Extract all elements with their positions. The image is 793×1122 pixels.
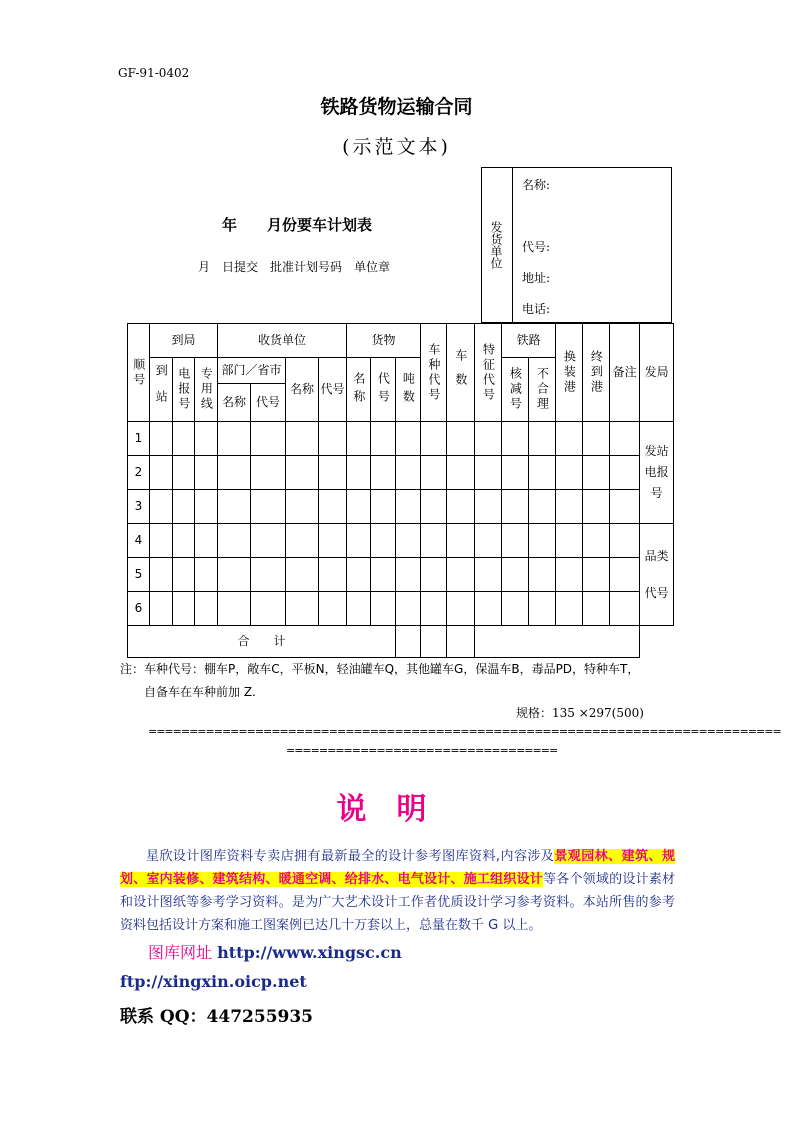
col-dept-province: 部门／省市 <box>218 358 286 384</box>
side-category-line1: 品类 <box>644 548 669 563</box>
table-cell[interactable] <box>251 422 286 456</box>
table-cell[interactable] <box>610 422 640 456</box>
total-rest-cell[interactable] <box>475 626 640 658</box>
table-cell[interactable] <box>218 490 251 524</box>
plan-month-title: 月份要车计划表 <box>267 216 373 234</box>
table-cell[interactable] <box>195 490 218 524</box>
table-cell[interactable] <box>529 524 556 558</box>
table-cell[interactable] <box>371 524 396 558</box>
table-cell[interactable] <box>150 490 173 524</box>
table-cell[interactable] <box>396 490 421 524</box>
row-seq-4: 4 <box>128 524 150 558</box>
table-cell[interactable] <box>529 592 556 626</box>
col-special-code: 特征代号 <box>475 324 502 422</box>
plan-submit-line: 月 日提交 批准计划号码 单位章 <box>198 260 391 274</box>
table-cell[interactable] <box>173 456 195 490</box>
car-plan-table <box>127 323 674 658</box>
document-subtitle: (示范文本) <box>342 136 451 158</box>
plan-year: 年 <box>222 216 238 234</box>
col-remark: 备注 <box>610 324 640 422</box>
col-dept-code: 代号 <box>251 384 286 422</box>
col-telegram-no: 电报号 <box>173 358 195 422</box>
sender-phone-field: 电话: <box>522 302 551 316</box>
side-category-label <box>640 524 674 626</box>
row-seq-3: 3 <box>128 490 150 524</box>
explain-paragraph <box>120 845 675 937</box>
col-dept-name: 名称 <box>218 384 251 422</box>
table-cell[interactable] <box>583 490 610 524</box>
row-seq-6: 6 <box>128 592 150 626</box>
table-cell[interactable] <box>150 592 173 626</box>
col-recv-name: 名称 <box>286 358 319 422</box>
qq-number: 447255935 <box>206 1007 314 1027</box>
table-cell[interactable] <box>583 558 610 592</box>
table-cell[interactable] <box>173 490 195 524</box>
total-car-type-cell[interactable] <box>421 626 447 658</box>
table-cell[interactable] <box>251 558 286 592</box>
table-cell[interactable] <box>610 524 640 558</box>
table-cell[interactable] <box>347 524 371 558</box>
table-cell[interactable] <box>556 490 583 524</box>
table-cell[interactable] <box>251 456 286 490</box>
col-seq: 顺号 <box>128 324 150 422</box>
table-cell[interactable] <box>347 592 371 626</box>
row-seq-1: 1 <box>128 422 150 456</box>
col-arrival-station: 到站 <box>150 358 173 422</box>
table-cell[interactable] <box>502 524 529 558</box>
qq-line <box>120 1002 313 1027</box>
table-cell[interactable] <box>556 524 583 558</box>
table-cell[interactable] <box>396 558 421 592</box>
website-link[interactable]: http://www.xingsc.cn <box>217 943 402 962</box>
table-cell[interactable] <box>529 456 556 490</box>
table-cell[interactable] <box>150 422 173 456</box>
table-cell[interactable] <box>173 524 195 558</box>
website-label: 图库网址 <box>148 943 213 962</box>
spec-label: 规格：135 ×297(500) <box>516 706 644 720</box>
table-cell[interactable] <box>529 558 556 592</box>
table-cell[interactable] <box>173 592 195 626</box>
table-cell[interactable] <box>556 592 583 626</box>
document-code: GF-91-0402 <box>118 66 190 80</box>
table-cell[interactable] <box>150 456 173 490</box>
table-cell[interactable] <box>475 456 502 490</box>
table-cell[interactable] <box>502 592 529 626</box>
table-cell[interactable] <box>502 456 529 490</box>
sender-label: 发货单位 <box>481 167 513 323</box>
separator-line-1: ============================================================================= <box>148 725 781 738</box>
col-receiver: 收货单位 <box>218 324 347 358</box>
table-cell[interactable] <box>556 558 583 592</box>
explain-heading: 说明 <box>336 792 457 827</box>
col-private-line: 专用线 <box>195 358 218 422</box>
side-category-line2: 代号 <box>644 585 669 600</box>
table-cell[interactable] <box>421 456 447 490</box>
table-cell[interactable] <box>475 422 502 456</box>
table-cell[interactable] <box>475 524 502 558</box>
sender-address-field: 地址: <box>522 271 551 285</box>
table-cell[interactable] <box>319 456 347 490</box>
plan-title <box>222 214 372 235</box>
table-cell[interactable] <box>150 524 173 558</box>
table-cell[interactable] <box>286 558 319 592</box>
explain-rest: 等各个领域的设计素材和设计图纸等参考学习资料。是为广大艺术设计工作者优质设计学习参考资料。本站所售的参考资料包括设计方案和施工图案例已达几十万套以上，总量在数千 G 以上。 <box>120 872 675 933</box>
col-railway: 铁路 <box>502 324 556 358</box>
table-cell[interactable] <box>396 592 421 626</box>
table-cell[interactable] <box>251 490 286 524</box>
table-cell[interactable] <box>150 558 173 592</box>
table-cell[interactable] <box>421 592 447 626</box>
side-telegram-label: 发站电报号 <box>640 422 674 524</box>
table-cell[interactable] <box>610 456 640 490</box>
ftp-link[interactable]: ftp://xingxin.oicp.net <box>120 972 307 991</box>
table-cell[interactable] <box>447 592 475 626</box>
table-cell[interactable] <box>371 558 396 592</box>
table-cell[interactable] <box>218 592 251 626</box>
sender-code-field: 代号: <box>522 240 551 254</box>
table-cell[interactable] <box>218 558 251 592</box>
total-tons-cell[interactable] <box>396 626 421 658</box>
table-cell[interactable] <box>447 524 475 558</box>
table-cell[interactable] <box>195 524 218 558</box>
table-cell[interactable] <box>347 456 371 490</box>
table-cell[interactable] <box>447 558 475 592</box>
table-cell[interactable] <box>286 456 319 490</box>
table-cell[interactable] <box>286 524 319 558</box>
total-empty-cell <box>640 626 674 658</box>
explain-highlight: 景观园林、建筑、规划、室内装修、建筑结构、暖通空调、给排水、电气设计、施工组织设计 <box>120 849 675 887</box>
table-cell[interactable] <box>218 524 251 558</box>
table-cell[interactable] <box>319 592 347 626</box>
table-cell[interactable] <box>447 456 475 490</box>
table-cell[interactable] <box>371 592 396 626</box>
col-recv-code: 代号 <box>319 358 347 422</box>
table-cell[interactable] <box>319 490 347 524</box>
total-car-count-cell[interactable] <box>447 626 475 658</box>
table-cell[interactable] <box>396 456 421 490</box>
table-cell[interactable] <box>421 524 447 558</box>
table-cell[interactable] <box>502 490 529 524</box>
explain-intro: 星欣设计图库资料专卖店拥有最新最全的设计参考图库资料,内容涉及 <box>146 849 555 864</box>
table-cell[interactable] <box>173 422 195 456</box>
table-cell[interactable] <box>421 490 447 524</box>
table-cell[interactable] <box>371 456 396 490</box>
table-cell[interactable] <box>218 456 251 490</box>
table-cell[interactable] <box>286 422 319 456</box>
table-cell[interactable] <box>610 592 640 626</box>
col-goods: 货物 <box>347 324 421 358</box>
table-cell[interactable] <box>371 422 396 456</box>
note-line-1: 注：车种代号：棚车P，敞车C，平板N，轻油罐车Q，其他罐车G，保温车B，毒品PD，特种车T， <box>120 662 640 676</box>
note-line-2: 自备车在车种前加 Z. <box>144 685 256 699</box>
table-cell[interactable] <box>447 422 475 456</box>
table-cell[interactable] <box>475 592 502 626</box>
table-cell[interactable] <box>447 490 475 524</box>
table-cell[interactable] <box>251 592 286 626</box>
table-cell[interactable] <box>347 558 371 592</box>
table-cell[interactable] <box>195 592 218 626</box>
table-cell[interactable] <box>286 592 319 626</box>
document-title: 铁路货物运输合同 <box>320 96 473 118</box>
table-cell[interactable] <box>421 422 447 456</box>
separator-line-2: ================================= <box>286 744 558 757</box>
table-cell[interactable] <box>583 422 610 456</box>
col-dispatch-bureau: 发局 <box>640 324 674 422</box>
table-cell[interactable] <box>371 490 396 524</box>
col-tons: 吨数 <box>396 358 421 422</box>
table-cell[interactable] <box>475 558 502 592</box>
col-transfer-port: 换装港 <box>556 324 583 422</box>
table-cell[interactable] <box>347 422 371 456</box>
row-seq-5: 5 <box>128 558 150 592</box>
col-car-count: 车数 <box>447 324 475 422</box>
table-cell[interactable] <box>319 558 347 592</box>
qq-label: 联系 QQ： <box>120 1007 207 1027</box>
table-cell[interactable] <box>610 558 640 592</box>
col-approved-cut: 核减号 <box>502 358 529 422</box>
table-cell[interactable] <box>347 490 371 524</box>
table-cell[interactable] <box>319 422 347 456</box>
table-cell[interactable] <box>583 524 610 558</box>
table-cell[interactable] <box>396 524 421 558</box>
col-goods-code: 代号 <box>371 358 396 422</box>
table-cell[interactable] <box>173 558 195 592</box>
table-cell[interactable] <box>286 490 319 524</box>
table-cell[interactable] <box>583 456 610 490</box>
table-cell[interactable] <box>529 422 556 456</box>
sender-name-field: 名称: <box>522 178 551 192</box>
table-cell[interactable] <box>583 592 610 626</box>
table-cell[interactable] <box>195 456 218 490</box>
col-unreasonable: 不合理 <box>529 358 556 422</box>
table-cell[interactable] <box>195 422 218 456</box>
col-final-port: 终到港 <box>583 324 610 422</box>
table-cell[interactable] <box>421 558 447 592</box>
table-cell[interactable] <box>502 558 529 592</box>
table-cell[interactable] <box>556 456 583 490</box>
table-cell[interactable] <box>529 490 556 524</box>
table-cell[interactable] <box>396 422 421 456</box>
table-cell[interactable] <box>475 490 502 524</box>
website-line <box>148 940 402 963</box>
total-label: 合 计 <box>128 626 396 658</box>
table-cell[interactable] <box>502 422 529 456</box>
row-seq-2: 2 <box>128 456 150 490</box>
col-car-type-code: 车种代号 <box>421 324 447 422</box>
table-cell[interactable] <box>251 524 286 558</box>
col-arrival-bureau: 到局 <box>150 324 218 358</box>
table-cell[interactable] <box>556 422 583 456</box>
table-cell[interactable] <box>218 422 251 456</box>
table-cell[interactable] <box>610 490 640 524</box>
table-cell[interactable] <box>319 524 347 558</box>
table-cell[interactable] <box>195 558 218 592</box>
col-goods-name: 名称 <box>347 358 371 422</box>
